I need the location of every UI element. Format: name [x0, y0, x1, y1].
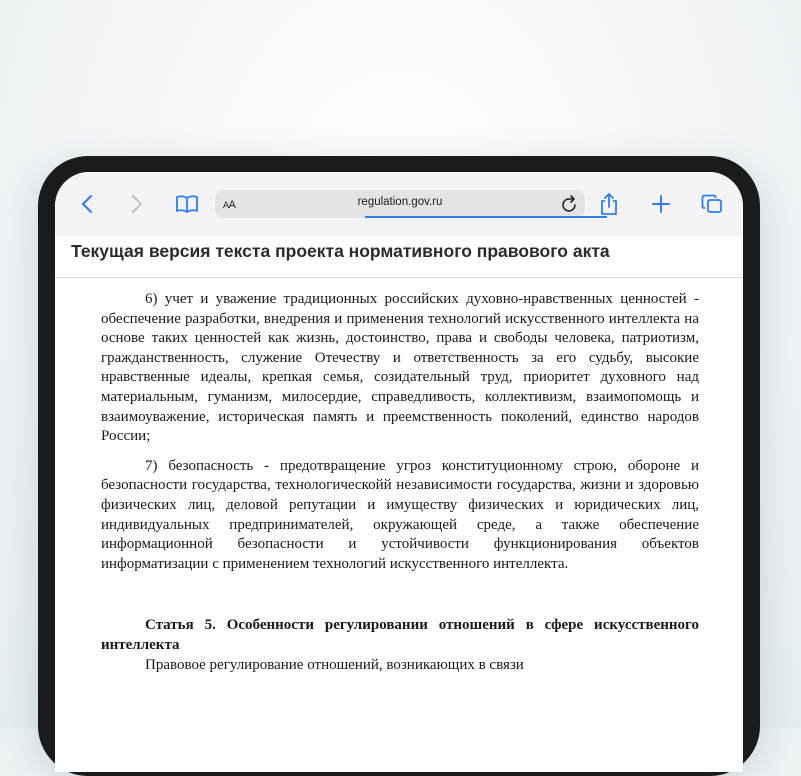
page-title: Текущая версия текста проекта нормативного правового акта [71, 241, 610, 261]
reload-button[interactable] [561, 194, 579, 219]
new-tab-button[interactable] [647, 190, 675, 218]
url-text: regulation.gov.ru [357, 196, 443, 208]
paragraph-7: 7) безопасность - предотвращение угроз конституционному строю, обороне и безопасности государства, технологическойй независимости государства, жизни и здоровью физических лиц, деловой репутации и имуществу физических и юридических лиц, индивидуальных предпринимателей, окружающей среде, а также обеспечение информационной безопасности и устойчивости функционирования объектов информатизации с применением технологий искусственного интеллекта. [101, 457, 699, 572]
chevron-right-icon [131, 194, 143, 214]
chevron-left-icon [81, 194, 93, 214]
bookmarks-button[interactable] [173, 190, 201, 218]
book-icon [175, 194, 199, 214]
address-bar[interactable] [215, 190, 585, 218]
document-body [101, 290, 699, 675]
page-header [55, 236, 743, 278]
share-button[interactable] [595, 190, 623, 218]
paragraph-6: 6) учет и уважение традиционных российских духовно-нравственных ценностей - обеспечение разработки, внедрения и применения технологий искусственного интеллекта на основе таких ценностей как жизнь, достоинство, права и свободы человека, патриотизм, гражданственность, служение Отечеству и ответственность за его судьбу, высокие нравственные идеалы, крепкая семья, созидательный труд, приоритет духовного над материальным, гуманизм, милосердие, справедливость, коллективизм, взаимопомощь и взаимоуважение, историческая память и преемственность поколений, единство народов России; [101, 291, 699, 445]
paragraph-cutoff: Правовое регулирование отношений, возникающих в связи [145, 656, 524, 673]
forward-button[interactable] [123, 190, 151, 218]
share-icon [599, 192, 619, 216]
tabs-icon [701, 194, 723, 214]
browser-screen [55, 172, 743, 772]
plus-icon [652, 195, 670, 213]
back-button[interactable] [73, 190, 101, 218]
article-5-title: Статья 5. Особенности регулировании отношений в сфере искусственного интеллекта [101, 617, 699, 653]
text-size-small-a: A [223, 200, 229, 210]
reload-icon [561, 194, 579, 214]
tabs-button[interactable] [698, 190, 726, 218]
text-size-large-a: A [228, 199, 236, 211]
browser-toolbar [55, 172, 743, 236]
